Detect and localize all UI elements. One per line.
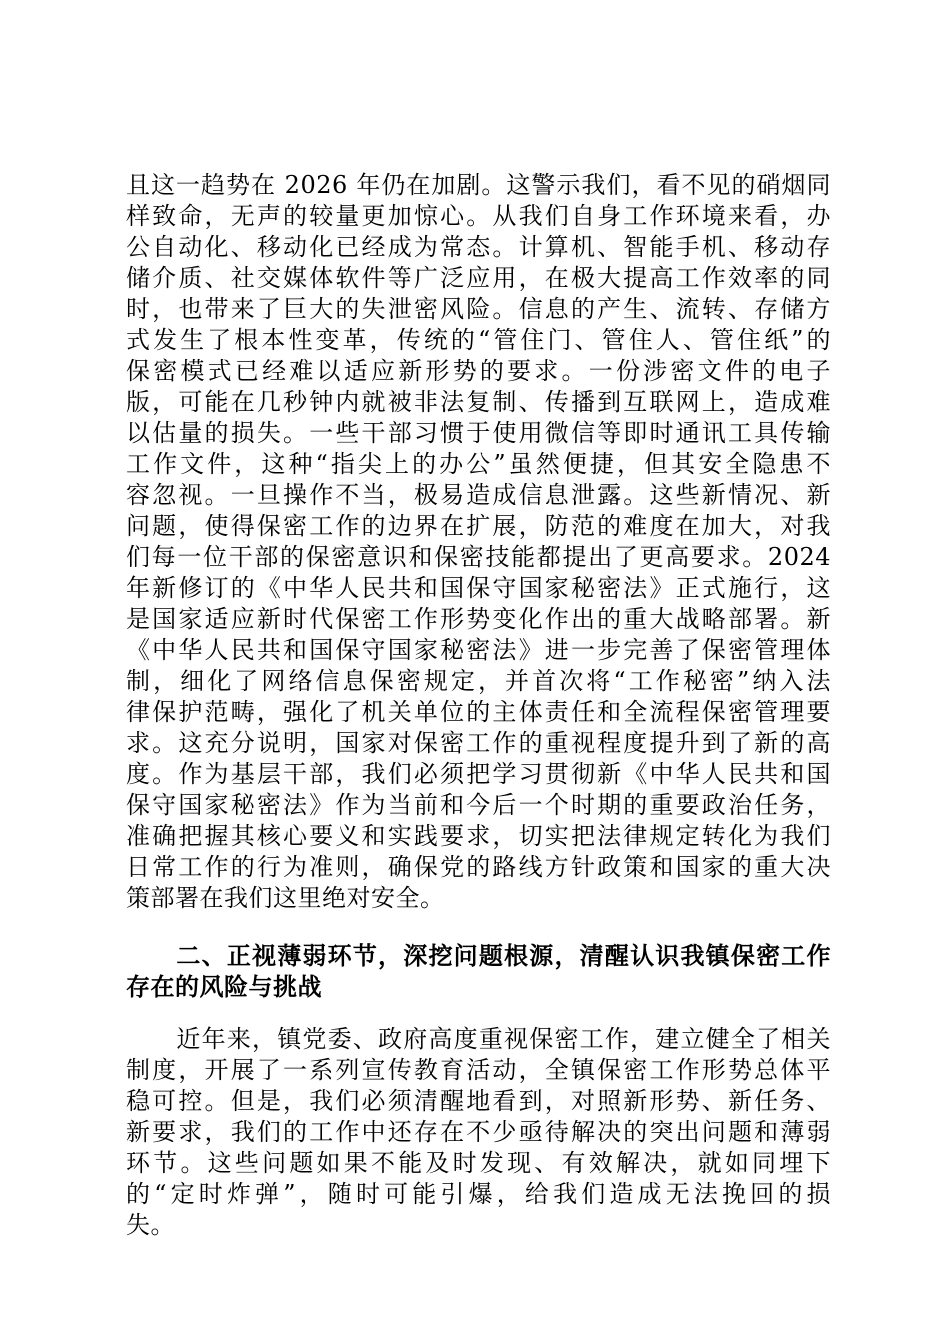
text-line: 环节。这些问题如果不能及时发现、有效解决，就如同埋下 [126,1149,831,1177]
text-line: 求。这充分说明，国家对保密工作的重视程度提升到了新的高 [126,729,831,757]
text-line: 储介质、社交媒体软件等广泛应用，在极大提高工作效率的同 [126,264,831,292]
text-line: 样致命，无声的较量更加惊心。从我们自身工作环境来看，办 [126,202,831,230]
section-heading [126,940,831,1002]
text-line: 近年来，镇党委、政府高度重视保密工作，建立健全了相关 [126,1025,831,1053]
heading-line: 存在的风险与挑战 [126,972,322,1001]
text-line: 式发生了根本性变革，传统的“管住门、管住人、管住纸”的 [126,326,831,354]
text-line: 年新修订的《中华人民共和国保守国家秘密法》正式施行，这 [126,574,831,602]
text-line: 度。作为基层干部，我们必须把学习贯彻新《中华人民共和国 [126,760,831,788]
text-line: 《中华人民共和国保守国家秘密法》进一步完善了保密管理体 [126,636,831,664]
text-line: 时，也带来了巨大的失泄密风险。信息的产生、流转、存储方 [126,295,831,323]
text-line: 容忽视。一旦操作不当，极易造成信息泄露。这些新情况、新 [126,481,831,509]
text-line: 工作文件，这种“指尖上的办公”虽然便捷，但其安全隐患不 [126,450,831,478]
spacer [126,1002,831,1024]
document-body [126,170,831,1241]
text-line: 是国家适应新时代保密工作形势变化作出的重大战略部署。新 [126,605,831,633]
text-line: 公自动化、移动化已经成为常态。计算机、智能手机、移动存 [126,233,831,261]
paragraph-1 [126,170,831,914]
heading-line: 二、正视薄弱环节，深挖问题根源，清醒认识我镇保密工作 [126,941,831,970]
text-line: 制，细化了网络信息保密规定，并首次将“工作秘密”纳入法 [126,667,831,695]
spacer [126,914,831,940]
text-line: 且这一趋势在 2026 年仍在加剧。这警示我们，看不见的硝烟同 [126,171,831,199]
paragraph-2 [126,1024,831,1241]
text-line: 保守国家秘密法》作为当前和今后一个时期的重要政治任务， [126,791,831,819]
text-line: 准确把握其核心要义和实践要求，切实把法律规定转化为我们 [126,822,831,850]
text-line: 的“定时炸弹”，随时可能引爆，给我们造成无法挽回的损 [126,1180,831,1208]
text-line: 们每一位干部的保密意识和保密技能都提出了更高要求。2024 [126,543,831,571]
text-line: 版，可能在几秒钟内就被非法复制、传播到互联网上，造成难 [126,388,831,416]
text-line: 保密模式已经难以适应新形势的要求。一份涉密文件的电子 [126,357,831,385]
text-line: 新要求，我们的工作中还存在不少亟待解决的突出问题和薄弱 [126,1118,831,1146]
text-line: 以估量的损失。一些干部习惯于使用微信等即时通讯工具传输 [126,419,831,447]
text-line: 制度，开展了一系列宣传教育活动，全镇保密工作形势总体平 [126,1056,831,1084]
text-line: 问题，使得保密工作的边界在扩展，防范的难度在加大，对我 [126,512,831,540]
text-line: 失。 [126,1211,175,1239]
text-line: 日常工作的行为准则，确保党的路线方针政策和国家的重大决 [126,853,831,881]
text-line: 策部署在我们这里绝对安全。 [126,884,445,912]
text-line: 律保护范畴，强化了机关单位的主体责任和全流程保密管理要 [126,698,831,726]
text-line: 稳可控。但是，我们必须清醒地看到，对照新形势、新任务、 [126,1087,831,1115]
